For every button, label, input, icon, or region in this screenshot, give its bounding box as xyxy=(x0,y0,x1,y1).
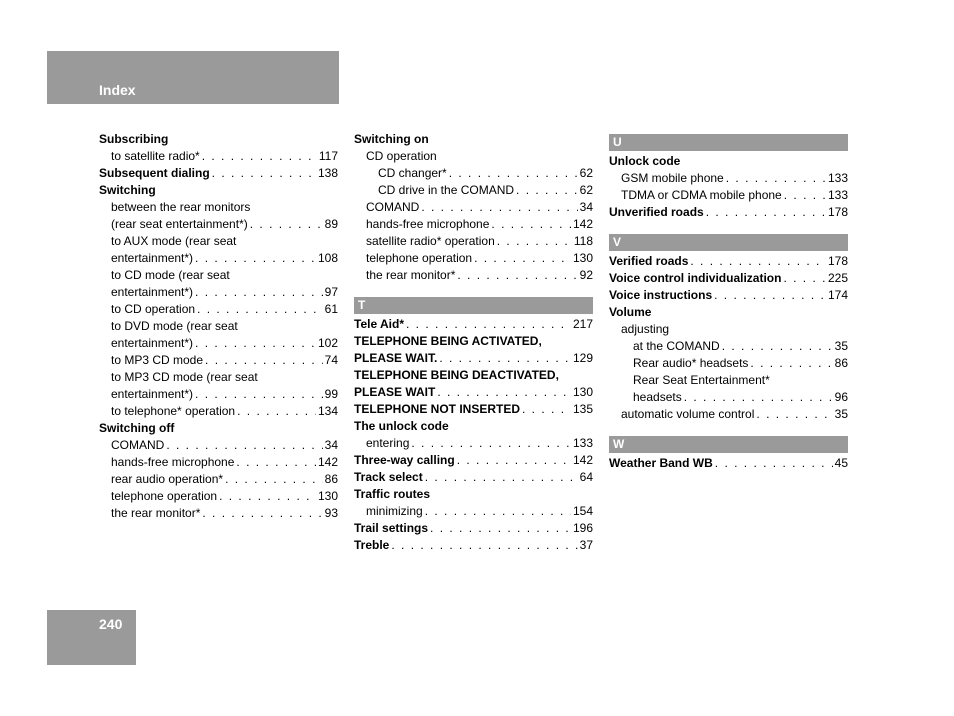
page-title: Index xyxy=(99,82,136,98)
header-band xyxy=(47,51,339,104)
index-subentry: CD changer* . . . 62 xyxy=(354,165,593,182)
index-subentry: entertainment*) . . . 97 xyxy=(99,284,338,301)
index-subentry: COMAND . . . 34 xyxy=(354,199,593,216)
page-number: 240 xyxy=(99,616,123,632)
page-ref: 138 xyxy=(317,166,338,180)
page-ref: 118 xyxy=(573,234,593,248)
page-ref: 45 xyxy=(834,456,848,470)
page-ref: 130 xyxy=(572,385,593,399)
index-subentry: to MP3 CD mode . . . 74 xyxy=(99,352,338,369)
index-subentry: TDMA or CDMA mobile phone . . . 133 xyxy=(609,187,848,204)
index-subentry: headsets . . . 96 xyxy=(609,389,848,406)
index-entry: Voice instructions . . . 174 xyxy=(609,287,848,304)
page-ref: 37 xyxy=(579,538,593,552)
index-entry: Unverified roads . . . 178 xyxy=(609,204,848,221)
index-entry: Weather Band WB . . . 45 xyxy=(609,455,848,472)
index-column-3 xyxy=(609,131,848,472)
page-ref: 34 xyxy=(324,438,338,452)
index-subentry: between the rear monitors xyxy=(111,200,251,214)
index-subentry: Rear audio* headsets . . . 86 xyxy=(609,355,848,372)
page-ref: 97 xyxy=(324,285,338,299)
page-ref: 102 xyxy=(317,336,338,350)
index-subentry: satellite radio* operation . . . 118 xyxy=(354,233,593,250)
index-subentry: GSM mobile phone . . . 133 xyxy=(609,170,848,187)
index-entry: Track select . . . 64 xyxy=(354,469,593,486)
page-ref: 93 xyxy=(324,506,338,520)
section-letter-v: V xyxy=(609,234,848,251)
page-ref: 178 xyxy=(827,205,848,219)
section-letter-u: U xyxy=(609,134,848,151)
index-entry: Trail settings . . . 196 xyxy=(354,520,593,537)
index-entry: The unlock code xyxy=(354,419,449,433)
index-entry: Voice control individualization . . . 225 xyxy=(609,270,848,287)
page-ref: 174 xyxy=(827,288,848,302)
index-subentry: at the COMAND . . . 35 xyxy=(609,338,848,355)
index-subentry: (rear seat entertainment*) . . . 89 xyxy=(99,216,338,233)
index-subentry: adjusting xyxy=(621,322,670,336)
page-ref: 133 xyxy=(827,188,848,202)
page-ref: 130 xyxy=(572,251,593,265)
index-entry: Three-way calling . . . 142 xyxy=(354,452,593,469)
index-subentry: entertainment*) . . . 102 xyxy=(99,335,338,352)
index-column-1 xyxy=(99,131,338,522)
index-subentry: the rear monitor* . . . 93 xyxy=(99,505,338,522)
page-ref: 35 xyxy=(834,339,848,353)
index-subentry: the rear monitor* . . . 92 xyxy=(354,267,593,284)
page-ref: 35 xyxy=(834,407,848,421)
page-ref: 86 xyxy=(834,356,848,370)
index-subentry: automatic volume control . . . 35 xyxy=(609,406,848,423)
index-subentry: COMAND . . . 34 xyxy=(99,437,338,454)
page-ref: 108 xyxy=(317,251,338,265)
page-ref: 89 xyxy=(324,217,338,231)
index-subentry: to CD operation . . . 61 xyxy=(99,301,338,318)
page-ref: 74 xyxy=(324,353,338,367)
index-subentry: hands-free microphone . . . 142 xyxy=(99,454,338,471)
index-entry: Subsequent dialing . . . 138 xyxy=(99,165,338,182)
section-letter-t: T xyxy=(354,297,593,314)
index-entry: Traffic routes xyxy=(354,487,431,501)
page-ref: 86 xyxy=(324,472,338,486)
page-ref: 133 xyxy=(572,436,593,450)
page-ref: 129 xyxy=(572,351,593,365)
index-subentry: to satellite radio* . . . 117 xyxy=(99,148,338,165)
page-ref: 99 xyxy=(324,387,338,401)
page-ref: 217 xyxy=(572,317,593,331)
page-ref: 154 xyxy=(572,504,593,518)
page-ref: 92 xyxy=(579,268,593,282)
index-subentry: entering . . . 133 xyxy=(354,435,593,452)
index-entry: Subscribing xyxy=(99,132,169,146)
page-ref: 96 xyxy=(834,390,848,404)
index-entry: Switching on xyxy=(354,132,429,146)
index-subentry: Rear Seat Entertainment* xyxy=(633,373,770,387)
index-subentry: entertainment*) . . . 108 xyxy=(99,250,338,267)
page-ref: 178 xyxy=(827,254,848,268)
index-subentry: to telephone* operation . . . 134 xyxy=(99,403,338,420)
index-subentry: rear audio operation* . . . 86 xyxy=(99,471,338,488)
page-number-band xyxy=(47,610,136,665)
page-ref: 61 xyxy=(324,302,338,316)
index-entry: TELEPHONE NOT INSERTED . . . 135 xyxy=(354,401,593,418)
index-subentry: to CD mode (rear seat xyxy=(111,268,230,282)
page-ref: 142 xyxy=(572,217,593,231)
index-subentry: telephone operation . . . 130 xyxy=(99,488,338,505)
index-entry: Tele Aid* . . . 217 xyxy=(354,316,593,333)
index-column-2 xyxy=(354,131,593,554)
index-entry: Switching off xyxy=(99,421,175,435)
index-entry: Treble . . . 37 xyxy=(354,537,593,554)
index-entry: Unlock code xyxy=(609,154,681,168)
page-ref: 130 xyxy=(317,489,338,503)
section-letter-w: W xyxy=(609,436,848,453)
page-ref: 225 xyxy=(827,271,848,285)
index-entry: PLEASE WAIT . . . 130 xyxy=(354,384,593,401)
index-subentry: minimizing . . . 154 xyxy=(354,503,593,520)
index-entry: Switching xyxy=(99,183,156,197)
page-ref: 117 xyxy=(318,149,338,163)
index-subentry: entertainment*) . . . 99 xyxy=(99,386,338,403)
page-ref: 142 xyxy=(317,455,338,469)
index-subentry: to MP3 CD mode (rear seat xyxy=(111,370,258,384)
index-entry: Volume xyxy=(609,305,652,319)
page-ref: 135 xyxy=(572,402,593,416)
page-ref: 34 xyxy=(579,200,593,214)
page-ref: 196 xyxy=(572,521,593,535)
index-entry: TELEPHONE BEING DEACTIVATED, xyxy=(354,368,559,382)
index-entry: Verified roads . . . 178 xyxy=(609,253,848,270)
index-subentry: CD drive in the COMAND . . . 62 xyxy=(354,182,593,199)
index-subentry: to AUX mode (rear seat xyxy=(111,234,237,248)
index-subentry: hands-free microphone . . . 142 xyxy=(354,216,593,233)
page-ref: 134 xyxy=(317,404,338,418)
page-ref: 62 xyxy=(579,183,593,197)
index-entry: PLEASE WAIT. . . . 129 xyxy=(354,350,593,367)
page-ref: 133 xyxy=(827,171,848,185)
index-subentry: CD operation xyxy=(366,149,437,163)
index-entry: TELEPHONE BEING ACTIVATED, xyxy=(354,334,542,348)
page-ref: 64 xyxy=(579,470,593,484)
page-ref: 142 xyxy=(572,453,593,467)
index-subentry: to DVD mode (rear seat xyxy=(111,319,238,333)
page-ref: 62 xyxy=(579,166,593,180)
index-subentry: telephone operation . . . 130 xyxy=(354,250,593,267)
